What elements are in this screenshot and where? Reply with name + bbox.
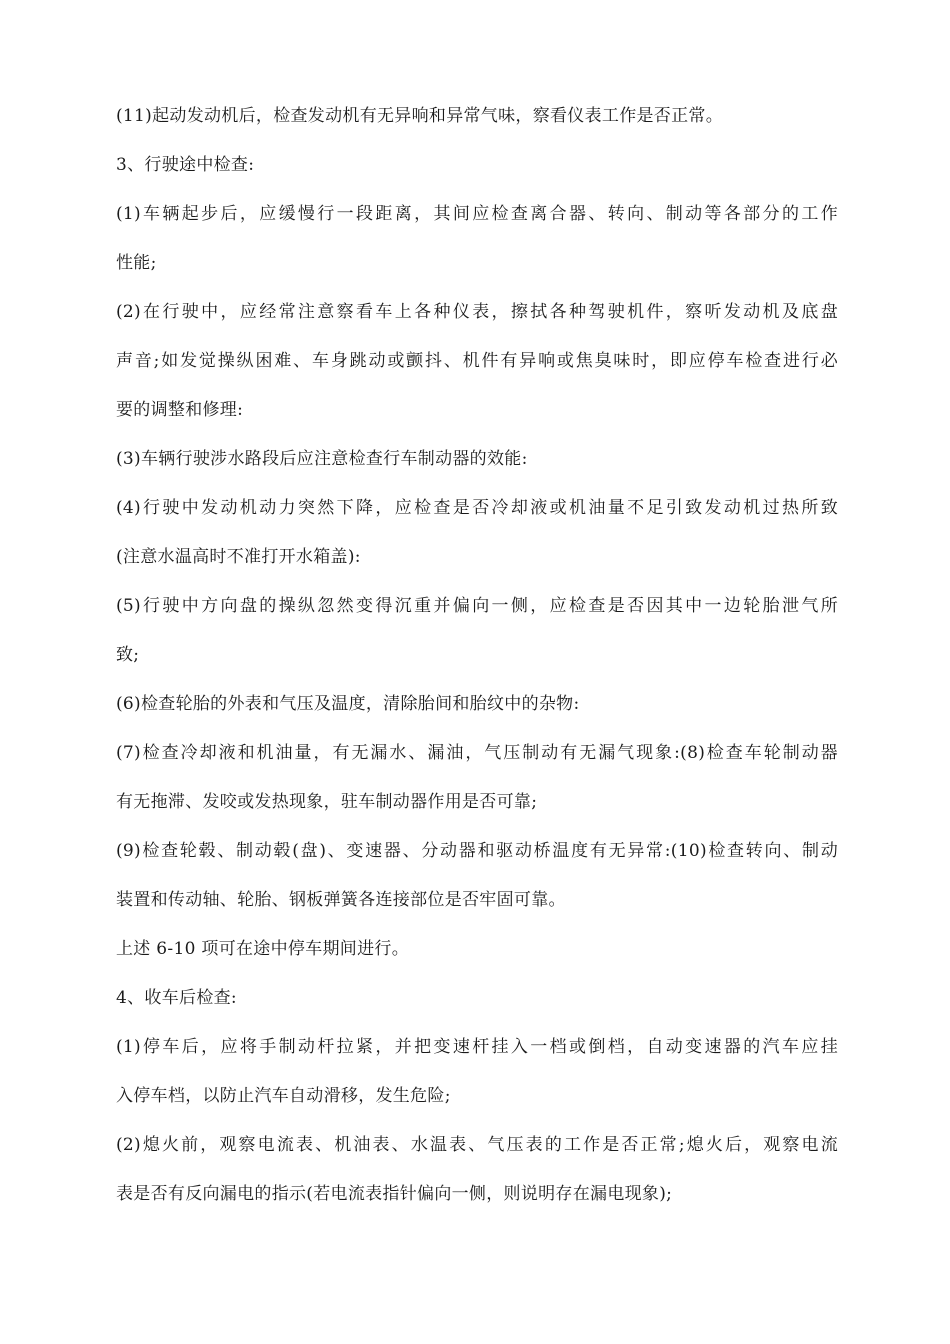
section-heading: 4、收车后检查:: [116, 988, 237, 1008]
text-line: 声音;如发觉操纵困难、车身跳动或颤抖、机件有异响或焦臭味时，即应停车检查进行必: [116, 351, 838, 371]
text-line: 性能;: [116, 253, 157, 273]
text-line: (2)熄火前，观察电流表、机油表、水温表、气压表的工作是否正常;熄火后，观察电流: [116, 1135, 838, 1155]
text-line: (注意水温高时不准打开水箱盖):: [116, 547, 361, 567]
text-line: (2)在行驶中，应经常注意察看车上各种仪表，擦拭各种驾驶机件，察听发动机及底盘: [116, 302, 838, 322]
text-line: 入停车档，以防止汽车自动滑移，发生危险;: [116, 1086, 451, 1106]
text-line: (1)停车后，应将手制动杆拉紧，并把变速杆挂入一档或倒档，自动变速器的汽车应挂: [116, 1037, 838, 1057]
text-line: (3)车辆行驶涉水路段后应注意检查行车制动器的效能:: [116, 449, 528, 469]
document-body: [116, 92, 838, 1219]
text-line: 装置和传动轴、轮胎、钢板弹簧各连接部位是否牢固可靠。: [116, 890, 566, 910]
text-line: 致;: [116, 645, 140, 665]
text-line: 上述 6-10 项可在途中停车期间进行。: [116, 939, 409, 959]
text-line: (11)起动发动机后，检查发动机有无异响和异常气味，察看仪表工作是否正常。: [116, 106, 723, 126]
text-line: 有无拖滞、发咬或发热现象，驻车制动器作用是否可靠;: [116, 792, 538, 812]
text-line: 表是否有反向漏电的指示(若电流表指针偏向一侧，则说明存在漏电现象);: [116, 1184, 673, 1204]
text-line: (1)车辆起步后，应缓慢行一段距离，其间应检查离合器、转向、制动等各部分的工作: [116, 204, 838, 224]
text-line: (9)检查轮毂、制动毂(盘)、变速器、分动器和驱动桥温度有无异常:(10)检查转向、制动: [116, 841, 838, 861]
text-line: (5)行驶中方向盘的操纵忽然变得沉重并偏向一侧，应检查是否因其中一边轮胎泄气所: [116, 596, 838, 616]
section-heading: 3、行驶途中检查:: [116, 155, 255, 175]
text-line: (4)行驶中发动机动力突然下降，应检查是否冷却液或机油量不足引致发动机过热所致: [116, 498, 838, 518]
text-line: 要的调整和修理:: [116, 400, 244, 420]
text-line: (7)检查冷却液和机油量，有无漏水、漏油，气压制动有无漏气现象:(8)检查车轮制动器: [116, 743, 838, 763]
text-line: (6)检查轮胎的外表和气压及温度，清除胎间和胎纹中的杂物:: [116, 694, 580, 714]
